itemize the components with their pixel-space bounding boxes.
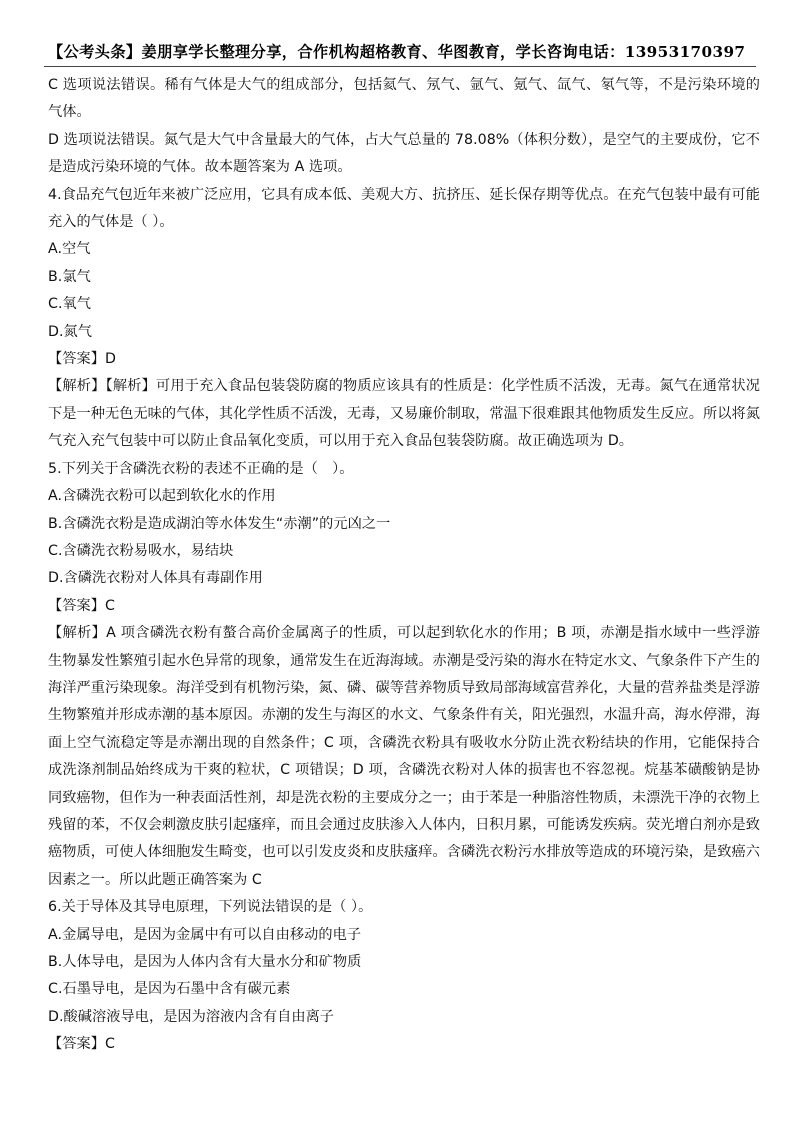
question-4-option-b: B.氯气 xyxy=(48,268,91,285)
analysis-d-paragraph: D 选项说法错误。氮气是大气中含量最大的气体，占大气总量的 78.08%（体积分数），是空气的主要成份，它不是造成污染环境的气体。故本题答案为 A 选项。 xyxy=(48,131,760,176)
question-5-option-a: A.含磷洗衣粉可以起到软化水的作用 xyxy=(48,488,276,505)
question-6-option-b: B.人体导电，是因为人体内含有大量水分和矿物质 xyxy=(48,954,362,970)
question-4-option-a: A.空气 xyxy=(48,241,91,258)
question-4-stem: 4.食品充气包近年来被广泛应用，它具有成本低、美观大方、抗挤压、延长保存期等优点。在充气包装中最有可能充入的气体是（ ）。 xyxy=(48,186,760,231)
question-6-stem: 6.关于导体及其导电原理，下列说法错误的是（ ）。 xyxy=(48,899,373,916)
question-6-option-a: A.金属导电，是因为金属中有可以自由移动的电子 xyxy=(48,926,362,943)
question-5-stem: 5.下列关于含磷洗衣粉的表述不正确的是（ ）。 xyxy=(48,460,354,477)
page-header: 【公考头条】姜朋享学长整理分享，合作机构超格教育、华图教育，学长咨询电话：13953170397 xyxy=(48,43,746,61)
question-4-answer: 【答案】D xyxy=(48,351,116,368)
question-4-option-c: C.氧气 xyxy=(48,296,91,313)
question-5-explanation: 【解析】A 项含磷洗衣粉有螯合高价金属离子的性质，可以起到软化水的作用；B 项，赤潮是指水域中一些浮游生物暴发性繁殖引起水色异常的现象，通常发生在近海海域。赤潮是受污染的海水在特定水文、气象条件下产生的海洋严重污染现象。海洋受到有机物污染，氮、磷、碳等营养物质导致局部海域富营养化，大量的营养盐类是浮游生物繁殖并形成赤潮的基本原因。赤潮的发生与海区的水文、气象条件有关，阳光强烈，水温升高，海水停滞，海面上空气流稳定等是赤潮出现的自然条件；C 项，含磷洗衣粉具有吸收水分防止洗衣粉结块的作用，它能保持合成洗涤剂制品始终成为干爽的粒状，C 项错误；D 项，含磷洗衣粉对人体的损害也不容忽视。烷基苯磺酸钠是协同致癌物，但作为一种表面活性剂，却是洗衣粉的主要成分之一；由于苯是一种脂溶性物质，未漂洗干净的衣物上残留的苯，不仅会刺激皮肤引起瘙痒，而且会通过皮肤渗入人体内，日积月累，可能诱发疾病。荧光增白剂亦是致癌物质，可使人体细胞发生畸变，也可以引发皮炎和皮肤瘙痒。含磷洗衣粉污水排放等造成的环境污染，是致癌六因素之一。所以此题正确答案为 C xyxy=(48,625,760,888)
header-divider xyxy=(44,66,756,67)
question-5-answer: 【答案】C xyxy=(48,597,115,614)
question-5-option-b: B.含磷洗衣粉是造成湖泊等水体发生“赤潮”的元凶之一 xyxy=(48,515,391,532)
question-5-option-d: D.含磷洗衣粉对人体具有毒副作用 xyxy=(48,570,263,587)
question-5-option-c: C.含磷洗衣粉易吸水，易结块 xyxy=(48,542,234,559)
question-6-option-c: C.石墨导电，是因为石墨中含有碳元素 xyxy=(48,981,291,998)
analysis-c-paragraph: C 选项说法错误。稀有气体是大气的组成部分，包括氦气、氖气、氩气、氪气、氙气、氡气等，不是污染环境的气体。 xyxy=(48,77,760,121)
question-6-option-d: D.酸碱溶液导电，是因为溶液内含有自由离子 xyxy=(48,1008,335,1025)
question-4-option-d: D.氮气 xyxy=(48,323,93,340)
question-6-answer: 【答案】C xyxy=(48,1036,115,1053)
document-body xyxy=(48,72,760,1059)
question-4-explanation: 【解析】【解析】可用于充入食品包装袋防腐的物质应该具有的性质是：化学性质不活泼，无毒。氮气在通常状况下是一种无色无味的气体，其化学性质不活泼，无毒，又易廉价制取，常温下很难跟其他物质发生反应。所以将氮气充入充气包装中可以防止食品氧化变质，可以用于充入食品包装袋防腐。故正确选项为 D。 xyxy=(48,378,760,450)
